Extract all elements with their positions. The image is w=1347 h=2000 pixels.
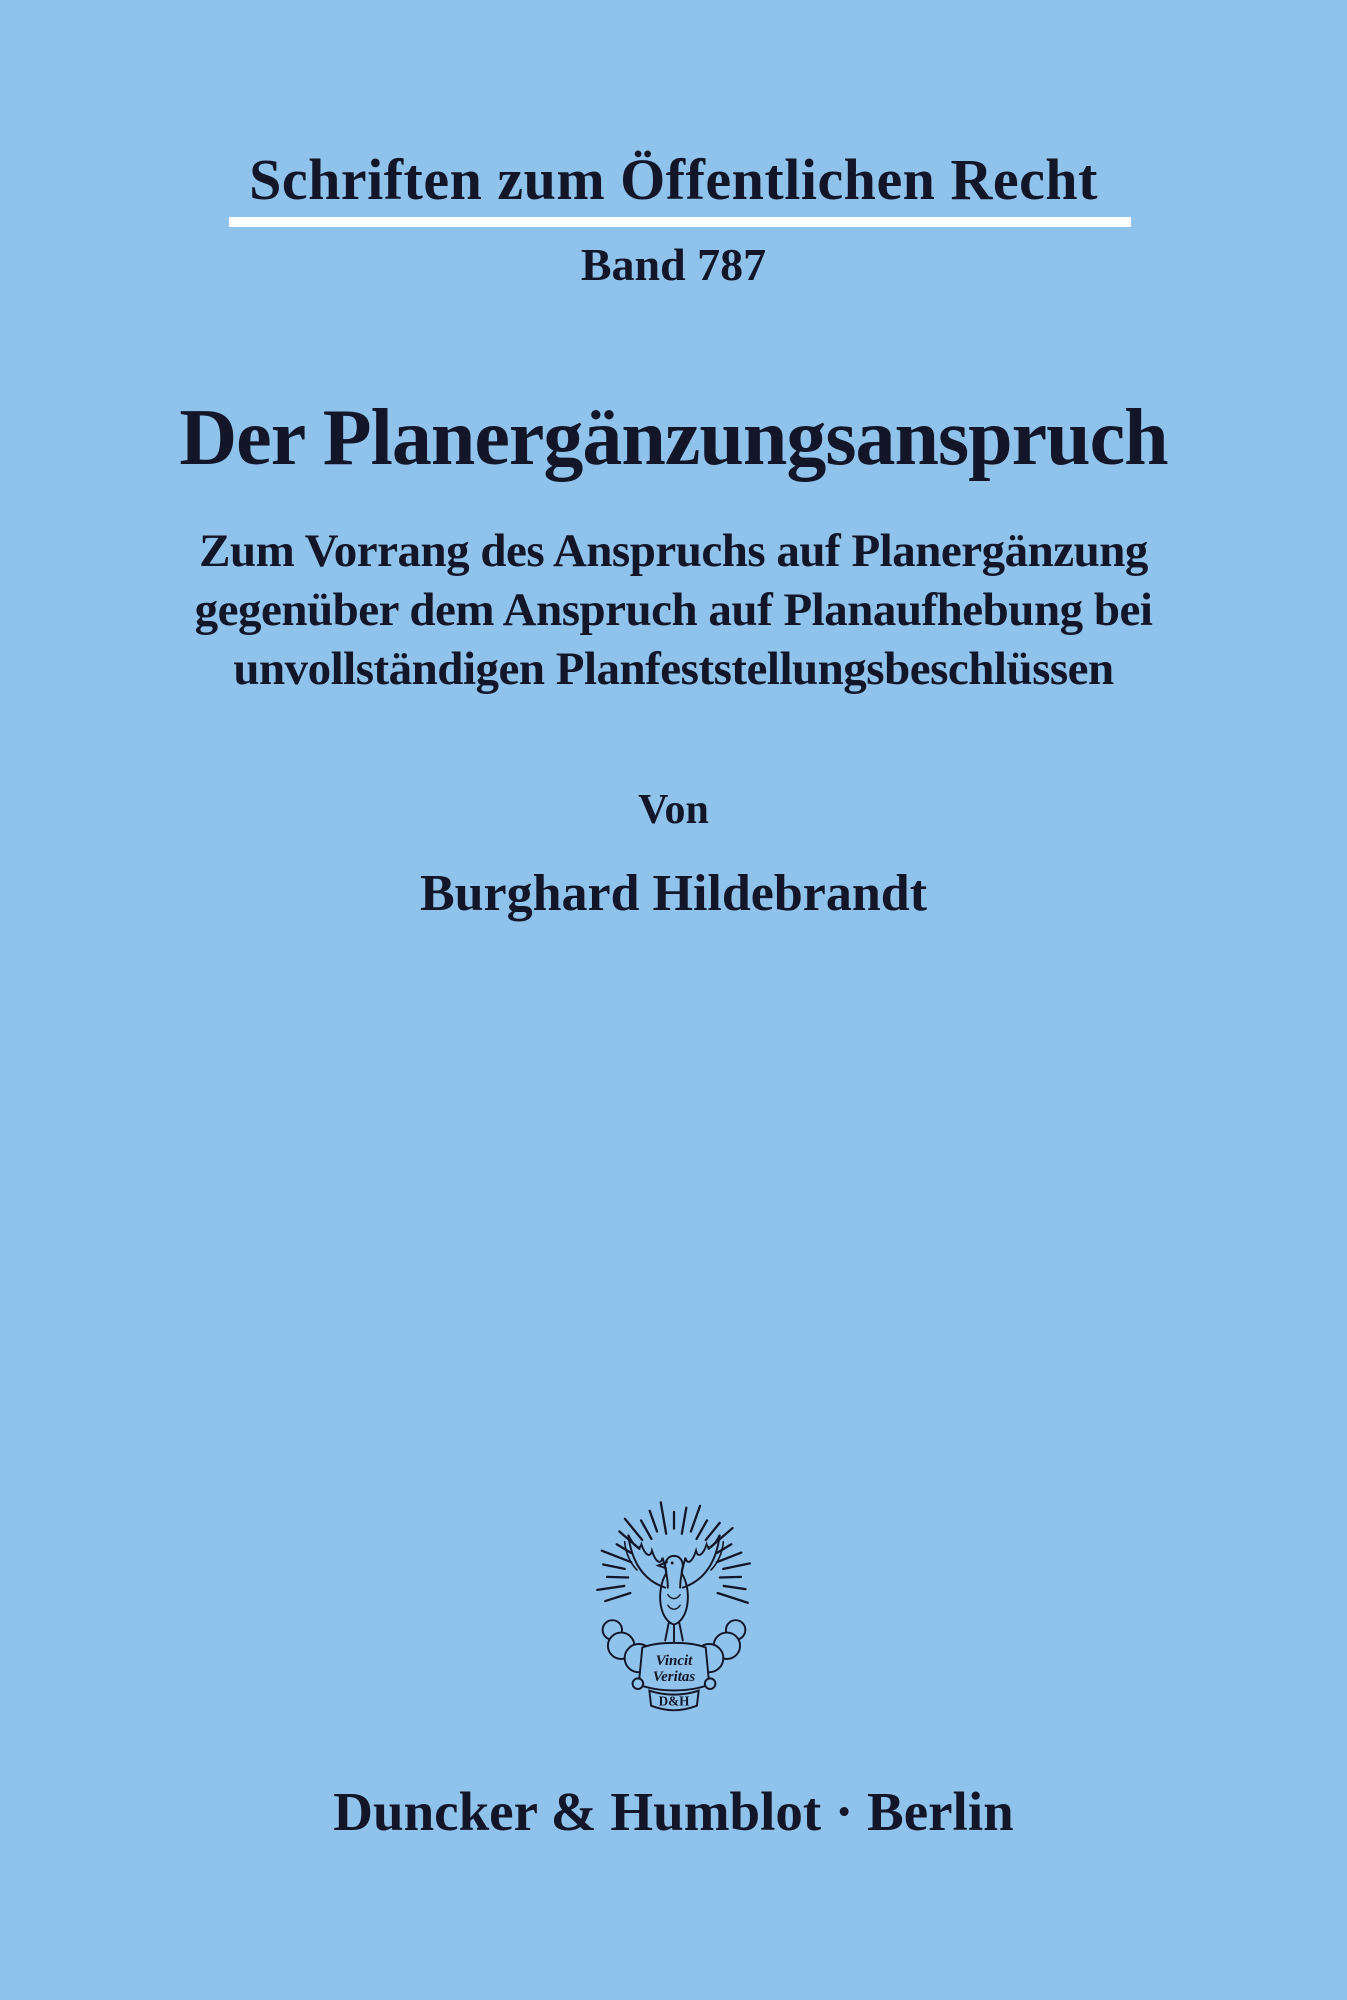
sun-ray-icon	[649, 1511, 656, 1532]
sun-ray-icon	[597, 1586, 624, 1590]
series-band-number: Band 787	[580, 239, 767, 290]
publisher-imprint: Duncker & Humblot · Berlin	[333, 1781, 1014, 1842]
sun-ray-icon	[607, 1577, 628, 1578]
phoenix-bird-icon	[624, 1535, 723, 1644]
publisher-logo	[585, 1496, 763, 1718]
sun-ray-icon	[696, 1520, 706, 1538]
motto-line-1: Vincit	[655, 1653, 692, 1670]
sun-ray-icon	[723, 1586, 745, 1589]
logo-rays	[597, 1502, 750, 1602]
subtitle-line-2: gegenüber dem Anspruch auf Planaufhebung bei	[194, 584, 1153, 637]
sun-ray-icon	[681, 1508, 685, 1534]
sun-ray-icon	[641, 1520, 651, 1538]
series-rule-line	[229, 217, 1131, 227]
book-title: Der Planergänzungsanspruch	[179, 394, 1168, 482]
phoenix-emblem-icon	[585, 1496, 763, 1718]
sun-ray-icon	[717, 1593, 747, 1603]
series-title: Schriften zum Öffentlichen Recht	[249, 147, 1098, 212]
von-label: Von	[638, 787, 709, 833]
sun-ray-icon	[660, 1502, 665, 1533]
sun-ray-icon	[690, 1506, 699, 1532]
sun-ray-icon	[723, 1563, 750, 1568]
book-subtitle	[0, 522, 1347, 700]
sun-ray-icon	[605, 1593, 630, 1601]
publisher-initials: D&H	[658, 1693, 689, 1709]
sun-ray-icon	[603, 1564, 625, 1568]
sun-ray-icon	[716, 1544, 730, 1553]
author-name: Burghard Hildebrandt	[419, 865, 928, 922]
sun-ray-icon	[616, 1544, 630, 1553]
sun-ray-icon	[719, 1577, 740, 1578]
subtitle-line-1: Zum Vorrang des Anspruchs auf Planergänzung	[199, 525, 1148, 577]
subtitle-line-3: unvollständigen Planfeststellungsbeschlüssen	[233, 643, 1114, 696]
motto-line-2: Veritas	[652, 1669, 695, 1685]
